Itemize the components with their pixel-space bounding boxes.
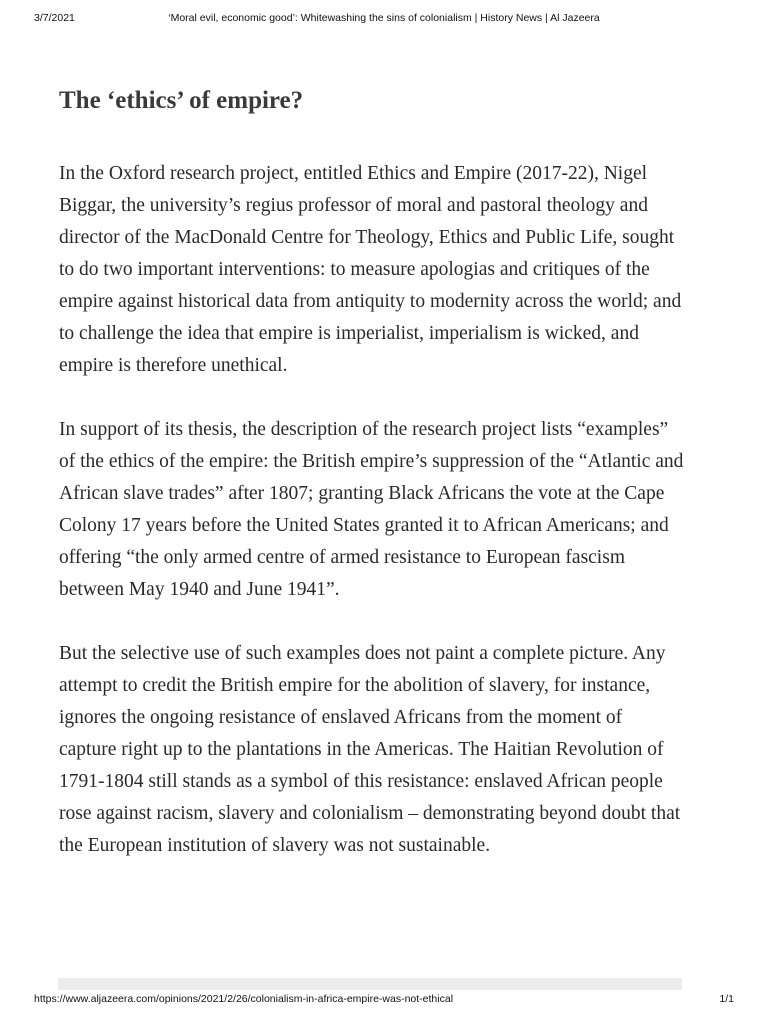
print-url: https://www.aljazeera.com/opinions/2021/2/26/colonialism-in-africa-empire-was-not-ethical xyxy=(34,993,454,1005)
print-page-title: ‘Moral evil, economic good’: Whitewashing the sins of colonialism | History News | Al Jazeera xyxy=(168,12,600,24)
paragraph-2: In support of its thesis, the description of the research project lists “examples” of the ethics of the empire: the British empire’s suppression of the “Atlantic and African slave trades” after 1807; granting Black Africans the vote at the Cape Colony 17 years before the United States granted it to African Americans; and offering “the only armed centre of armed resistance to European fascism between May 1940 and June 1941”. xyxy=(59,419,684,600)
print-header xyxy=(0,12,768,32)
embedded-media-placeholder xyxy=(58,978,682,990)
print-date: 3/7/2021 xyxy=(34,12,75,24)
page-number: 1/1 xyxy=(719,993,734,1005)
paragraph-1: In the Oxford research project, entitled Ethics and Empire (2017-22), Nigel Biggar, the university’s regius professor of moral and pastoral theology and director of the MacDonald Centre for Theology, Ethics and Public Life, sought to do two important interventions: to measure apologias and critiques of the empire against historical data from antiquity to modernity across the world; and to challenge the idea that empire is imperialist, imperialism is wicked, and empire is therefore unethical. xyxy=(59,163,682,376)
section-heading: The ‘ethics’ of empire? xyxy=(59,87,304,114)
paragraph-3: But the selective use of such examples does not paint a complete picture. Any attempt to credit the British empire for the abolition of slavery, for instance, ignores the ongoing resistance of enslaved Africans from the moment of capture right up to the plantations in the Americas. The Haitian Revolution of 1791-1804 still stands as a symbol of this resistance: enslaved African people rose against racism, slavery and colonialism – demonstrating beyond doubt that the European institution of slavery was not sustainable. xyxy=(59,643,681,856)
article-body xyxy=(59,84,684,894)
